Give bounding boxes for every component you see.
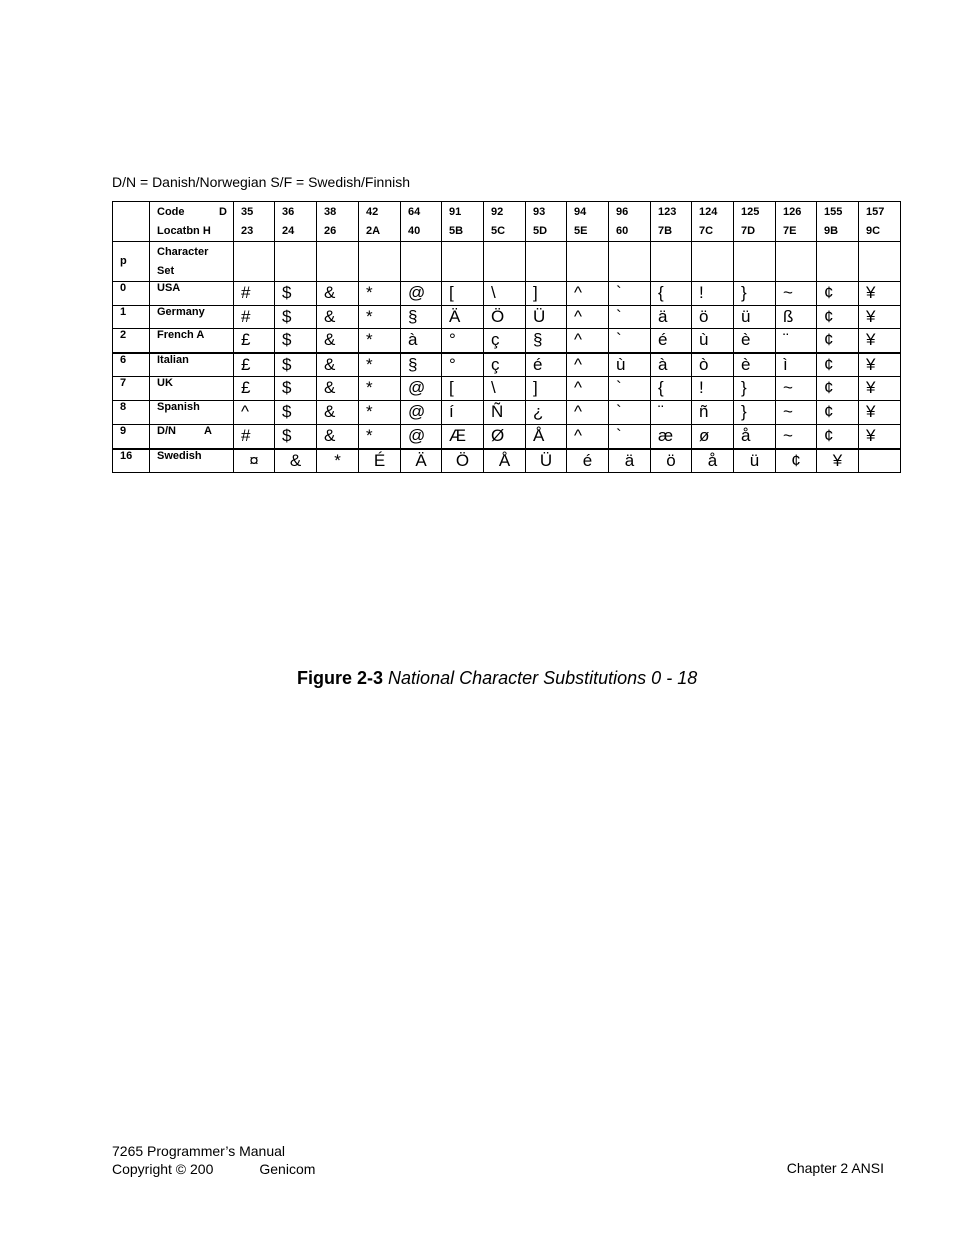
table-row xyxy=(113,377,901,401)
column-header xyxy=(484,202,526,242)
column-hex: 2A xyxy=(366,225,381,237)
char-cell: ä xyxy=(609,449,651,473)
char-cell: è xyxy=(734,329,776,353)
char-cell: Ñ xyxy=(484,401,526,425)
row-name-text: French A xyxy=(157,329,205,341)
char-cell: ¨ xyxy=(776,329,817,353)
row-name xyxy=(150,401,234,425)
char-cell: [ xyxy=(442,377,484,401)
row-name-text: Germany xyxy=(157,306,205,318)
charset-empty-cell xyxy=(526,242,567,282)
char-cell: é xyxy=(567,449,609,473)
column-hex: 7C xyxy=(699,225,714,237)
charset-empty-cell xyxy=(651,242,692,282)
column-dec: 42 xyxy=(366,206,379,218)
row-name xyxy=(150,425,234,449)
char-cell: * xyxy=(359,282,401,306)
column-header xyxy=(776,202,817,242)
char-cell: § xyxy=(401,353,442,377)
column-header xyxy=(401,202,442,242)
char-cell: $ xyxy=(275,329,317,353)
char-cell: Ø xyxy=(484,425,526,449)
row-id: 16 xyxy=(113,449,150,473)
column-hex: 23 xyxy=(241,225,254,237)
char-cell: Æ xyxy=(442,425,484,449)
figure-label: Figure 2-3 xyxy=(297,668,384,688)
column-dec: 155 xyxy=(824,206,843,218)
char-cell: [ xyxy=(442,282,484,306)
column-header xyxy=(859,202,901,242)
char-cell: ¢ xyxy=(817,306,859,329)
column-hex: 5C xyxy=(491,225,506,237)
char-cell: } xyxy=(734,282,776,306)
charset-empty-cell xyxy=(234,242,275,282)
location-label: Locatbn H xyxy=(157,225,211,237)
char-cell: * xyxy=(359,306,401,329)
char-cell: ° xyxy=(442,353,484,377)
char-cell: @ xyxy=(401,425,442,449)
char-cell: ö xyxy=(651,449,692,473)
column-dec: 123 xyxy=(658,206,677,218)
char-cell xyxy=(859,449,901,473)
char-cell: é xyxy=(526,353,567,377)
char-cell: ^ xyxy=(567,377,609,401)
column-dec: 157 xyxy=(866,206,885,218)
column-dec: 126 xyxy=(783,206,802,218)
char-cell: å xyxy=(734,425,776,449)
char-cell: $ xyxy=(275,401,317,425)
row-name xyxy=(150,282,234,306)
char-cell: ç xyxy=(484,353,526,377)
char-cell: * xyxy=(359,329,401,353)
char-cell: ` xyxy=(609,306,651,329)
column-hex: 7B xyxy=(658,225,673,237)
char-cell: & xyxy=(317,329,359,353)
char-cell: ü xyxy=(734,306,776,329)
code-location-header xyxy=(150,202,234,242)
char-cell: ¢ xyxy=(776,449,817,473)
row-name-text: D/N xyxy=(157,425,176,437)
row-id: 8 xyxy=(113,401,150,425)
char-cell: ¢ xyxy=(817,425,859,449)
charset-empty-cell xyxy=(317,242,359,282)
footer-copyright: Copyright © 200 xyxy=(112,1161,214,1177)
char-cell: ø xyxy=(692,425,734,449)
char-cell: ¨ xyxy=(651,401,692,425)
column-header xyxy=(692,202,734,242)
column-hex: 26 xyxy=(324,225,337,237)
char-cell: @ xyxy=(401,282,442,306)
charset-empty-cell xyxy=(567,242,609,282)
char-cell: ù xyxy=(692,329,734,353)
row-name-text: Italian xyxy=(157,353,189,366)
char-cell: ß xyxy=(776,306,817,329)
char-cell: & xyxy=(317,306,359,329)
column-dec: 36 xyxy=(282,206,295,218)
char-cell: ¥ xyxy=(859,401,901,425)
char-cell: à xyxy=(401,329,442,353)
column-dec: 124 xyxy=(699,206,718,218)
charset-empty-cell xyxy=(484,242,526,282)
row-id: 1 xyxy=(113,306,150,329)
char-cell: * xyxy=(359,377,401,401)
column-hex: 60 xyxy=(616,225,629,237)
char-cell: Ä xyxy=(442,306,484,329)
column-hex: 40 xyxy=(408,225,421,237)
char-cell: £ xyxy=(234,353,275,377)
char-cell: ù xyxy=(609,353,651,377)
column-header xyxy=(359,202,401,242)
header-row xyxy=(113,202,901,242)
column-header xyxy=(609,202,651,242)
char-cell: & xyxy=(317,353,359,377)
char-cell: ¿ xyxy=(526,401,567,425)
column-header xyxy=(734,202,776,242)
charset-empty-cell xyxy=(692,242,734,282)
row-name xyxy=(150,353,234,377)
column-hex: 7D xyxy=(741,225,756,237)
char-cell: & xyxy=(317,425,359,449)
char-cell: ¢ xyxy=(817,377,859,401)
table-row xyxy=(113,449,901,473)
column-header xyxy=(817,202,859,242)
charset-empty-cell xyxy=(776,242,817,282)
char-cell: ` xyxy=(609,377,651,401)
char-cell: \ xyxy=(484,377,526,401)
char-cell: @ xyxy=(401,377,442,401)
row-name-text: Spanish xyxy=(157,401,200,413)
footer-manual: 7265 Programmer’s Manual xyxy=(112,1143,286,1159)
charset-p-cell: p xyxy=(113,242,150,282)
char-cell: ~ xyxy=(776,282,817,306)
char-cell: £ xyxy=(234,329,275,353)
char-cell: $ xyxy=(275,306,317,329)
char-cell: @ xyxy=(401,401,442,425)
charset-empty-cell xyxy=(442,242,484,282)
charset-empty-cell xyxy=(359,242,401,282)
column-header xyxy=(442,202,484,242)
char-cell: # xyxy=(234,425,275,449)
char-cell: ^ xyxy=(567,306,609,329)
char-cell: ä xyxy=(651,306,692,329)
charset-label-2: Set xyxy=(157,265,175,277)
char-cell: Ü xyxy=(526,449,567,473)
row-name xyxy=(150,449,234,473)
column-dec: 93 xyxy=(533,206,546,218)
char-cell: # xyxy=(234,282,275,306)
char-cell: ` xyxy=(609,425,651,449)
charset-empty-cell xyxy=(817,242,859,282)
column-hex: 9B xyxy=(824,225,839,237)
char-cell: } xyxy=(734,401,776,425)
row-id: 0 xyxy=(113,282,150,306)
code-label: Code xyxy=(157,206,185,218)
char-cell: æ xyxy=(651,425,692,449)
table-row xyxy=(113,282,901,306)
char-cell: & xyxy=(317,377,359,401)
char-cell: ` xyxy=(609,282,651,306)
table-row xyxy=(113,401,901,425)
char-cell: í xyxy=(442,401,484,425)
footer-company: Genicom xyxy=(259,1161,316,1177)
column-hex: 24 xyxy=(282,225,295,237)
column-dec: 91 xyxy=(449,206,462,218)
column-hex: 5B xyxy=(449,225,464,237)
char-cell: à xyxy=(651,353,692,377)
table-body xyxy=(113,202,901,473)
char-cell: ¤ xyxy=(234,449,275,473)
char-cell: $ xyxy=(275,425,317,449)
char-cell: ¥ xyxy=(859,425,901,449)
char-cell: Ä xyxy=(401,449,442,473)
row-id: 6 xyxy=(113,353,150,377)
column-dec: 35 xyxy=(241,206,254,218)
row-name-text: USA xyxy=(157,282,181,294)
footer-copyright-line xyxy=(112,1160,315,1178)
char-cell: ` xyxy=(609,401,651,425)
char-cell: ¥ xyxy=(817,449,859,473)
char-cell: ^ xyxy=(567,353,609,377)
char-cell: { xyxy=(651,282,692,306)
char-cell: Ö xyxy=(484,306,526,329)
char-cell: ! xyxy=(692,377,734,401)
char-cell: Å xyxy=(484,449,526,473)
char-cell: ! xyxy=(692,282,734,306)
char-cell: ì xyxy=(776,353,817,377)
char-cell: \ xyxy=(484,282,526,306)
column-hex: 5D xyxy=(533,225,548,237)
char-cell: ¢ xyxy=(817,282,859,306)
column-hex: 9C xyxy=(866,225,881,237)
column-header xyxy=(526,202,567,242)
char-cell: É xyxy=(359,449,401,473)
char-cell: ¢ xyxy=(817,401,859,425)
char-cell: ] xyxy=(526,377,567,401)
char-cell: ` xyxy=(609,329,651,353)
char-cell: è xyxy=(734,353,776,377)
column-dec: 92 xyxy=(491,206,504,218)
char-cell: § xyxy=(401,306,442,329)
national-character-table xyxy=(112,201,901,473)
char-cell: ç xyxy=(484,329,526,353)
column-header xyxy=(567,202,609,242)
figure-title: National Character Substitutions 0 - 18 xyxy=(388,668,698,688)
column-header xyxy=(275,202,317,242)
char-cell: $ xyxy=(275,353,317,377)
char-cell: ~ xyxy=(776,401,817,425)
char-cell: ò xyxy=(692,353,734,377)
char-cell: Ü xyxy=(526,306,567,329)
char-cell: ¥ xyxy=(859,282,901,306)
row-name-text: Swedish xyxy=(157,449,202,462)
table-row xyxy=(113,425,901,449)
table-row xyxy=(113,329,901,353)
charset-empty-cell xyxy=(275,242,317,282)
char-cell: & xyxy=(275,449,317,473)
column-dec: 38 xyxy=(324,206,337,218)
d-label: D xyxy=(219,206,227,218)
footer-chapter: Chapter 2 ANSI xyxy=(786,1160,884,1176)
char-cell: å xyxy=(692,449,734,473)
footer-left xyxy=(112,1142,315,1178)
char-cell: ] xyxy=(526,282,567,306)
char-cell: $ xyxy=(275,282,317,306)
column-header xyxy=(317,202,359,242)
char-cell: * xyxy=(359,401,401,425)
column-dec: 94 xyxy=(574,206,587,218)
char-cell: ñ xyxy=(692,401,734,425)
row-id: 7 xyxy=(113,377,150,401)
char-cell: ~ xyxy=(776,425,817,449)
row-name-text: UK xyxy=(157,377,173,389)
char-cell: & xyxy=(317,401,359,425)
column-hex: 7E xyxy=(783,225,797,237)
row-name xyxy=(150,377,234,401)
char-cell: ^ xyxy=(567,401,609,425)
char-cell: ¥ xyxy=(859,329,901,353)
char-cell: ^ xyxy=(567,425,609,449)
char-cell: é xyxy=(651,329,692,353)
char-cell: ^ xyxy=(567,282,609,306)
char-cell: } xyxy=(734,377,776,401)
row-name-suffix: A xyxy=(203,425,212,437)
column-dec: 96 xyxy=(616,206,629,218)
char-cell: ¢ xyxy=(817,329,859,353)
char-cell: ¥ xyxy=(859,377,901,401)
row-name xyxy=(150,306,234,329)
row-id: 9 xyxy=(113,425,150,449)
column-header xyxy=(651,202,692,242)
legend-text: D/N = Danish/Norwegian S/F = Swedish/Finnish xyxy=(112,174,411,190)
char-cell: ^ xyxy=(234,401,275,425)
table-row xyxy=(113,353,901,377)
charset-label-cell xyxy=(150,242,234,282)
char-cell: ° xyxy=(442,329,484,353)
char-cell: £ xyxy=(234,377,275,401)
char-cell: $ xyxy=(275,377,317,401)
char-cell: ~ xyxy=(776,377,817,401)
char-cell: ü xyxy=(734,449,776,473)
charset-label-1: Character xyxy=(157,246,209,258)
charset-empty-cell xyxy=(401,242,442,282)
column-header xyxy=(234,202,275,242)
char-cell: { xyxy=(651,377,692,401)
char-cell: Å xyxy=(526,425,567,449)
blank-corner-cell xyxy=(113,202,150,242)
column-dec: 64 xyxy=(408,206,421,218)
char-cell: * xyxy=(359,425,401,449)
char-cell: ¥ xyxy=(859,353,901,377)
char-cell: § xyxy=(526,329,567,353)
char-cell: & xyxy=(317,282,359,306)
char-cell: ö xyxy=(692,306,734,329)
figure-caption xyxy=(297,668,697,689)
charset-empty-cell xyxy=(859,242,901,282)
char-cell: * xyxy=(359,353,401,377)
column-dec: 125 xyxy=(741,206,760,218)
table-row xyxy=(113,306,901,329)
row-name xyxy=(150,329,234,353)
char-cell: Ö xyxy=(442,449,484,473)
charset-row xyxy=(113,242,901,282)
column-hex: 5E xyxy=(574,225,588,237)
char-cell: ¥ xyxy=(859,306,901,329)
char-cell: # xyxy=(234,306,275,329)
char-cell: ^ xyxy=(567,329,609,353)
char-cell: * xyxy=(317,449,359,473)
charset-empty-cell xyxy=(609,242,651,282)
char-cell: ¢ xyxy=(817,353,859,377)
charset-empty-cell xyxy=(734,242,776,282)
row-id: 2 xyxy=(113,329,150,353)
